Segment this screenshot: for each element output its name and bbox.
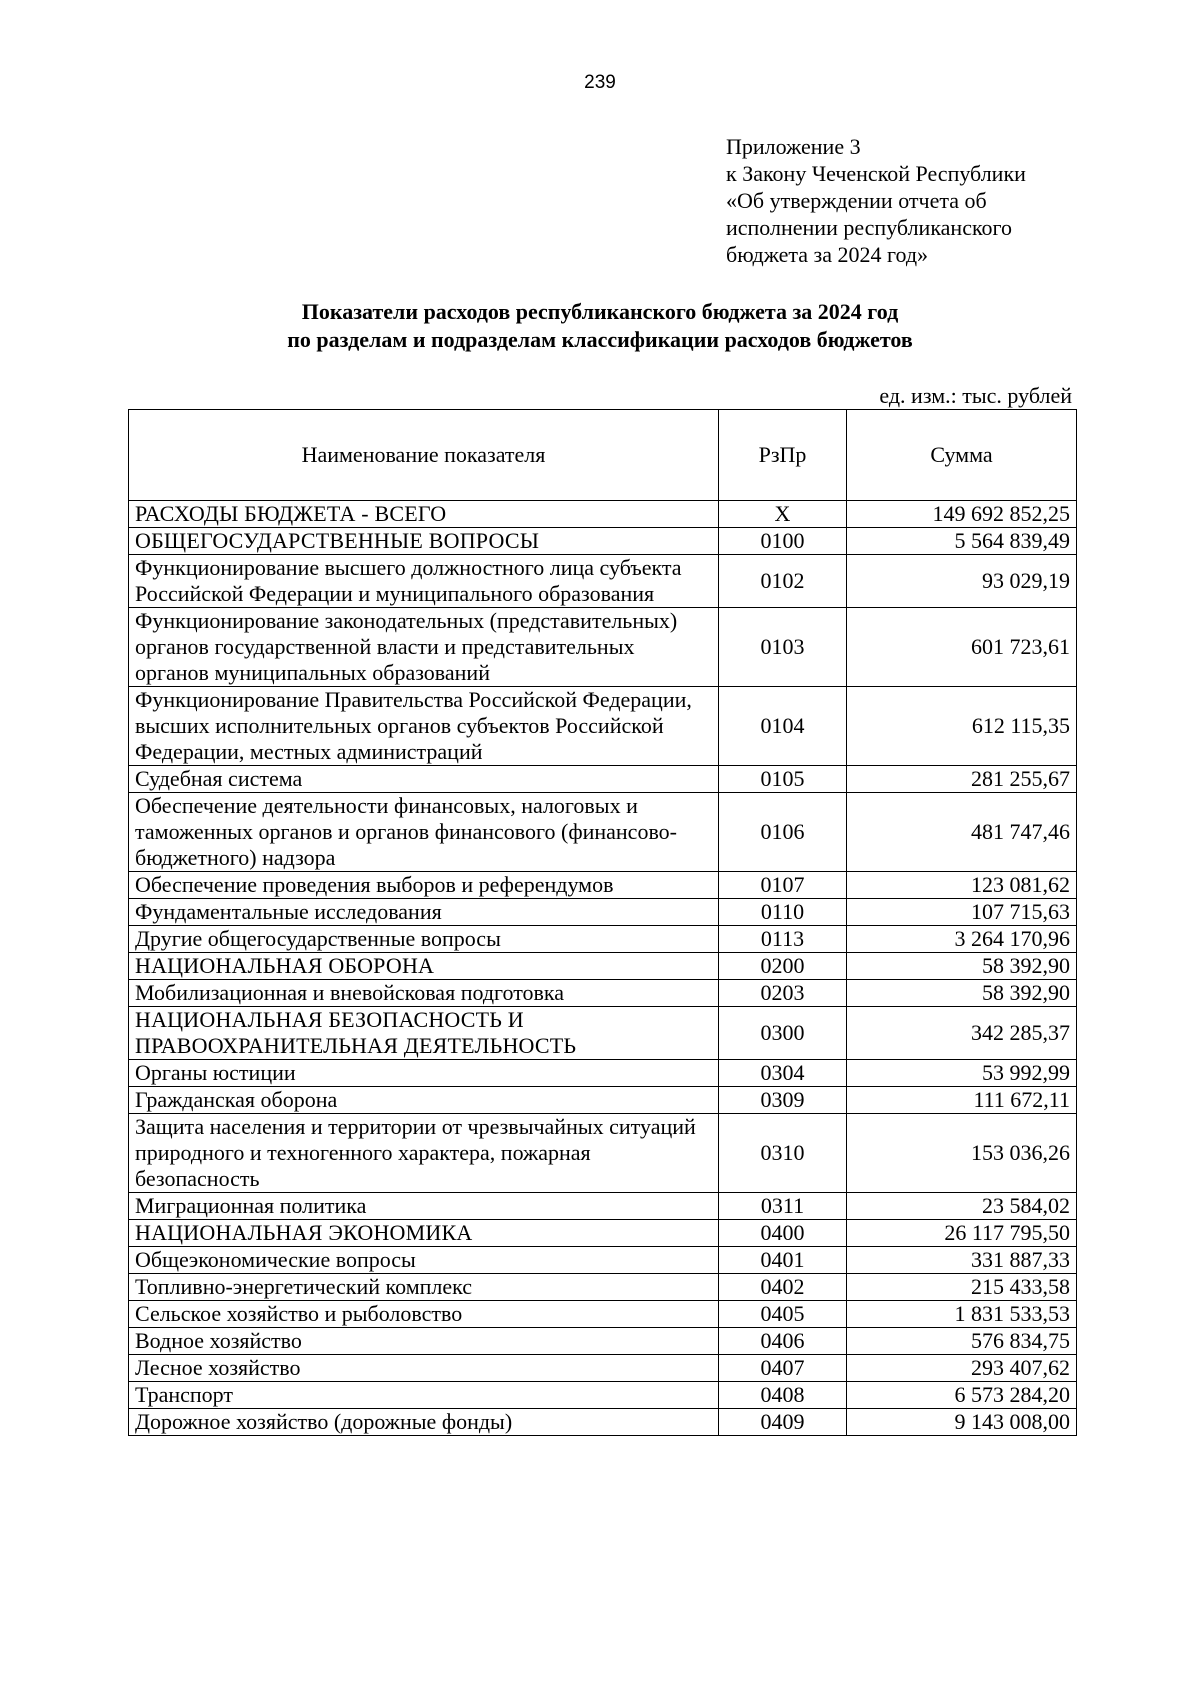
row-code: 0105 — [719, 766, 847, 793]
title-line: Показатели расходов республиканского бюджета за 2024 год — [301, 299, 899, 324]
row-name: Функционирование законодательных (представительных) органов государственной власти и представительных органов муниципальных образований — [129, 608, 719, 687]
table-row — [129, 766, 1077, 793]
row-code: 0107 — [719, 872, 847, 899]
row-code: 0104 — [719, 687, 847, 766]
table-row — [129, 872, 1077, 899]
table-row — [129, 1382, 1077, 1409]
row-sum: 93 029,19 — [847, 555, 1077, 608]
appendix-note — [726, 133, 1026, 268]
appendix-line: «Об утверждении отчета об — [726, 188, 987, 213]
table-row — [129, 1114, 1077, 1193]
row-sum: 481 747,46 — [847, 793, 1077, 872]
row-code: 0103 — [719, 608, 847, 687]
page-number: 239 — [584, 72, 616, 93]
table-row — [129, 953, 1077, 980]
row-name: Транспорт — [129, 1382, 719, 1409]
row-code: 0102 — [719, 555, 847, 608]
table-row — [129, 1220, 1077, 1247]
row-name: Водное хозяйство — [129, 1328, 719, 1355]
row-sum: 58 392,90 — [847, 953, 1077, 980]
table-header-row — [129, 410, 1077, 501]
row-name: Лесное хозяйство — [129, 1355, 719, 1382]
row-name: Фундаментальные исследования — [129, 899, 719, 926]
title-line: по разделам и подразделам классификации расходов бюджетов — [287, 327, 913, 352]
row-sum: 1 831 533,53 — [847, 1301, 1077, 1328]
row-code: 0310 — [719, 1114, 847, 1193]
appendix-line: к Закону Чеченской Республики — [726, 161, 1026, 186]
table-row — [129, 899, 1077, 926]
row-sum: 331 887,33 — [847, 1247, 1077, 1274]
row-code: 0106 — [719, 793, 847, 872]
row-name: Другие общегосударственные вопросы — [129, 926, 719, 953]
row-sum: 9 143 008,00 — [847, 1409, 1077, 1436]
row-sum: 23 584,02 — [847, 1193, 1077, 1220]
row-name: Органы юстиции — [129, 1060, 719, 1087]
row-sum: 612 115,35 — [847, 687, 1077, 766]
row-name: Топливно-энергетический комплекс — [129, 1274, 719, 1301]
header-sum: Сумма — [847, 410, 1077, 501]
row-sum: 293 407,62 — [847, 1355, 1077, 1382]
row-code: 0113 — [719, 926, 847, 953]
row-sum: 601 723,61 — [847, 608, 1077, 687]
row-name: Функционирование высшего должностного лица субъекта Российской Федерации и муниципального образования — [129, 555, 719, 608]
row-code: 0408 — [719, 1382, 847, 1409]
table-row — [129, 608, 1077, 687]
row-code: Х — [719, 501, 847, 528]
row-name: НАЦИОНАЛЬНАЯ ЭКОНОМИКА — [129, 1220, 719, 1247]
row-sum: 111 672,11 — [847, 1087, 1077, 1114]
header-code: РзПр — [719, 410, 847, 501]
table-row — [129, 1087, 1077, 1114]
table-row — [129, 1060, 1077, 1087]
row-name: Судебная система — [129, 766, 719, 793]
row-code: 0200 — [719, 953, 847, 980]
table-row — [129, 1247, 1077, 1274]
table-row — [129, 528, 1077, 555]
expenses-table — [128, 409, 1077, 1436]
row-name: НАЦИОНАЛЬНАЯ БЕЗОПАСНОСТЬ И ПРАВООХРАНИТЕЛЬНАЯ ДЕЯТЕЛЬНОСТЬ — [129, 1007, 719, 1060]
row-name: Мобилизационная и вневойсковая подготовка — [129, 980, 719, 1007]
table-row — [129, 1301, 1077, 1328]
row-code: 0405 — [719, 1301, 847, 1328]
row-name: Обеспечение деятельности финансовых, налоговых и таможенных органов и органов финансового (финансово-бюджетного) надзора — [129, 793, 719, 872]
row-name: Обеспечение проведения выборов и референдумов — [129, 872, 719, 899]
row-name: Защита населения и территории от чрезвычайных ситуаций природного и техногенного характера, пожарная безопасность — [129, 1114, 719, 1193]
row-name: Сельское хозяйство и рыболовство — [129, 1301, 719, 1328]
row-name: Миграционная политика — [129, 1193, 719, 1220]
row-name: РАСХОДЫ БЮДЖЕТА - ВСЕГО — [129, 501, 719, 528]
units-label: ед. изм.: тыс. рублей — [879, 383, 1072, 408]
row-code: 0304 — [719, 1060, 847, 1087]
row-sum: 149 692 852,25 — [847, 501, 1077, 528]
appendix-line: Приложение 3 — [726, 134, 861, 159]
table-row — [129, 1274, 1077, 1301]
row-code: 0110 — [719, 899, 847, 926]
row-sum: 215 433,58 — [847, 1274, 1077, 1301]
row-sum: 342 285,37 — [847, 1007, 1077, 1060]
row-name: Гражданская оборона — [129, 1087, 719, 1114]
row-code: 0406 — [719, 1328, 847, 1355]
row-code: 0309 — [719, 1087, 847, 1114]
row-name: НАЦИОНАЛЬНАЯ ОБОРОНА — [129, 953, 719, 980]
table-row — [129, 1007, 1077, 1060]
table-row — [129, 793, 1077, 872]
row-sum: 6 573 284,20 — [847, 1382, 1077, 1409]
row-code: 0407 — [719, 1355, 847, 1382]
table-row — [129, 555, 1077, 608]
row-code: 0311 — [719, 1193, 847, 1220]
row-sum: 53 992,99 — [847, 1060, 1077, 1087]
row-sum: 58 392,90 — [847, 980, 1077, 1007]
row-sum: 281 255,67 — [847, 766, 1077, 793]
table-row — [129, 687, 1077, 766]
row-sum: 107 715,63 — [847, 899, 1077, 926]
row-name: Функционирование Правительства Российской Федерации, высших исполнительных органов субъектов Российской Федерации, местных администраций — [129, 687, 719, 766]
row-code: 0400 — [719, 1220, 847, 1247]
row-name: ОБЩЕГОСУДАРСТВЕННЫЕ ВОПРОСЫ — [129, 528, 719, 555]
table-row — [129, 1355, 1077, 1382]
appendix-line: исполнении республиканского — [726, 215, 1013, 240]
table-row — [129, 980, 1077, 1007]
row-sum: 153 036,26 — [847, 1114, 1077, 1193]
row-sum: 5 564 839,49 — [847, 528, 1077, 555]
row-sum: 3 264 170,96 — [847, 926, 1077, 953]
row-code: 0100 — [719, 528, 847, 555]
row-name: Общеэкономические вопросы — [129, 1247, 719, 1274]
table-row — [129, 501, 1077, 528]
table-row — [129, 1409, 1077, 1436]
table-row — [129, 1328, 1077, 1355]
row-name: Дорожное хозяйство (дорожные фонды) — [129, 1409, 719, 1436]
row-code: 0409 — [719, 1409, 847, 1436]
table-row — [129, 926, 1077, 953]
row-sum: 123 081,62 — [847, 872, 1077, 899]
row-sum: 26 117 795,50 — [847, 1220, 1077, 1247]
row-code: 0300 — [719, 1007, 847, 1060]
header-name: Наименование показателя — [129, 410, 719, 501]
row-code: 0401 — [719, 1247, 847, 1274]
row-code: 0203 — [719, 980, 847, 1007]
row-sum: 576 834,75 — [847, 1328, 1077, 1355]
row-code: 0402 — [719, 1274, 847, 1301]
appendix-line: бюджета за 2024 год» — [726, 242, 929, 267]
document-title — [0, 298, 1200, 354]
table-row — [129, 1193, 1077, 1220]
